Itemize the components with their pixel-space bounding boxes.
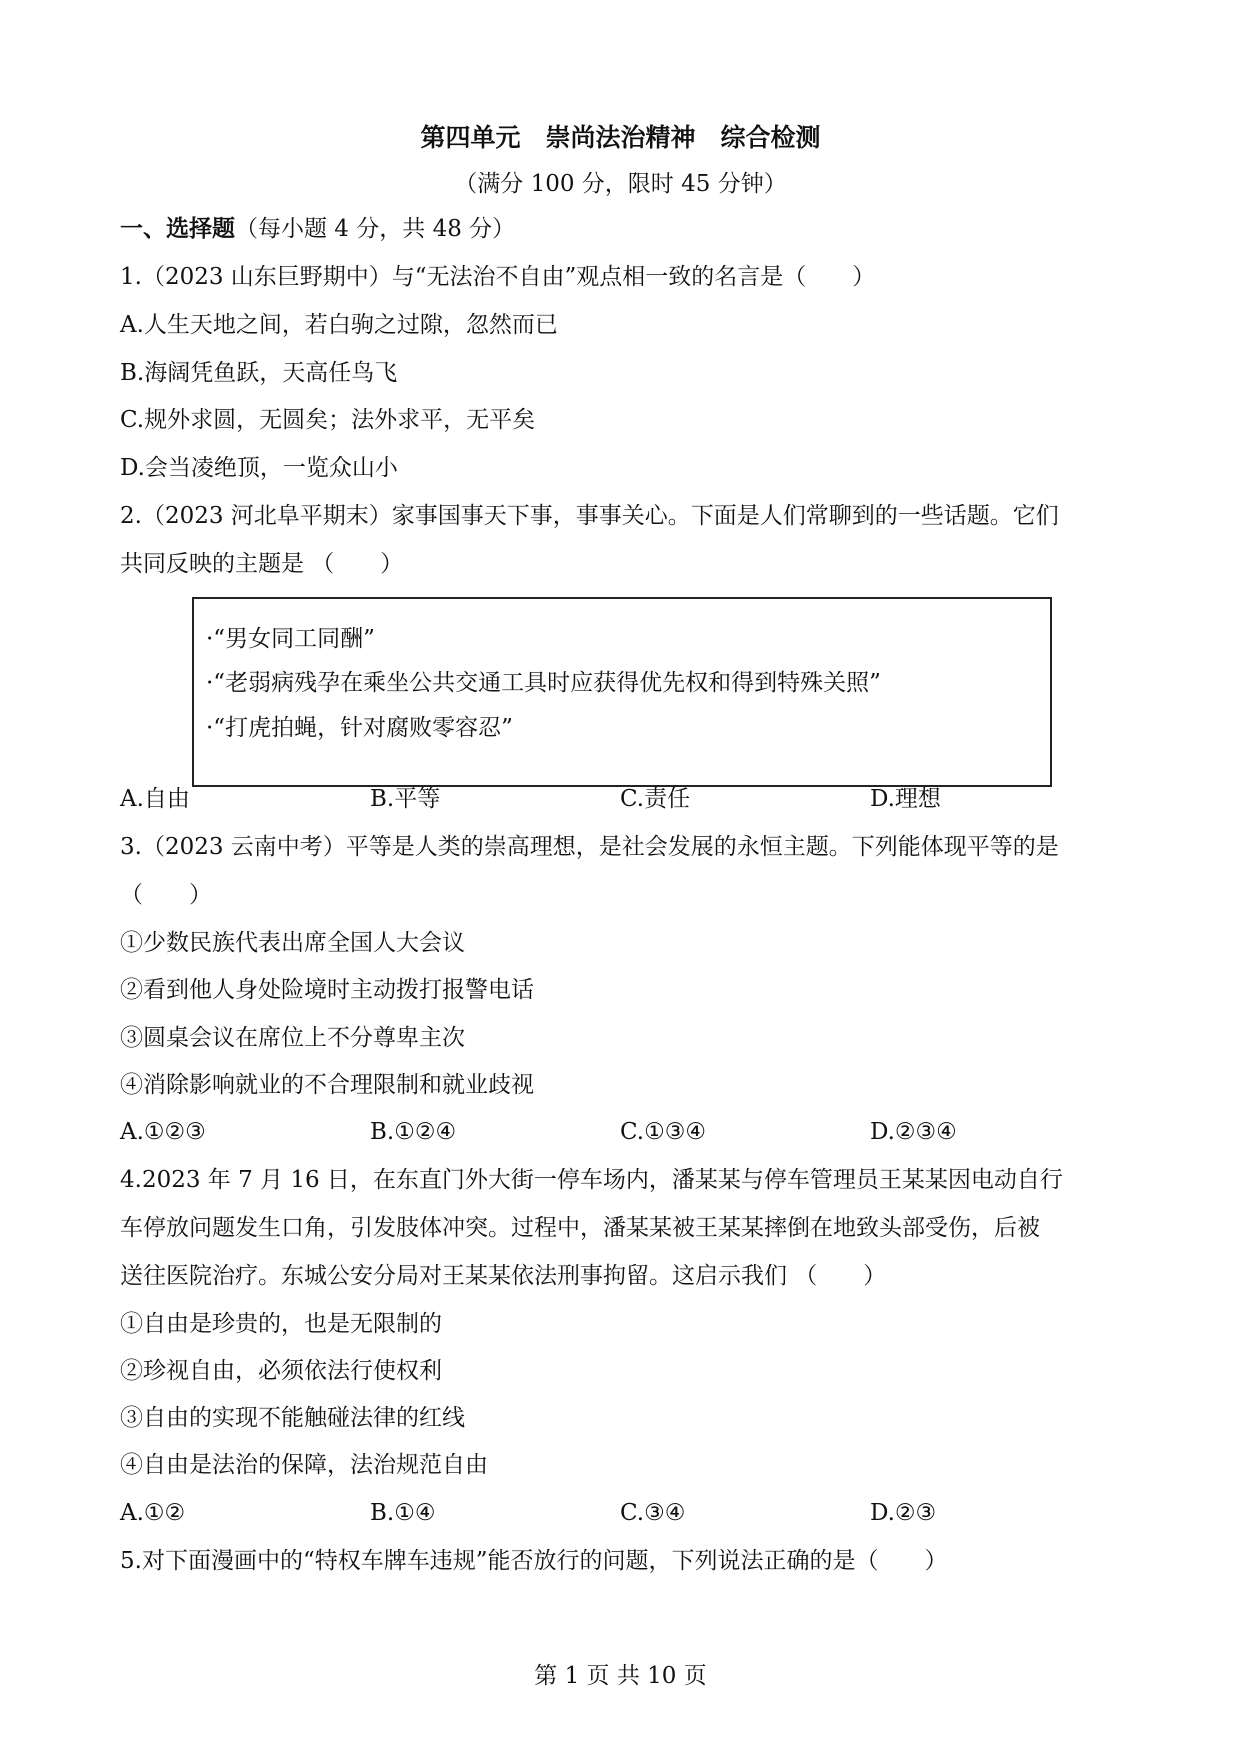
- q3-item-2: ②看到他人身处险境时主动拨打报警电话: [120, 977, 534, 1003]
- section-heading-label: 一、选择题: [120, 215, 235, 242]
- q4-item-1: ①自由是珍贵的，也是无限制的: [120, 1311, 442, 1337]
- q4-item-3: ③自由的实现不能触碰法律的红线: [120, 1405, 465, 1431]
- q3-stem-line1: 3.（2023 云南中考）平等是人类的崇高理想，是社会发展的永恒主题。下列能体现平等的是: [120, 834, 1059, 860]
- q3-stem-line2: （ ）: [120, 882, 212, 908]
- q2-quote-box: [192, 597, 1052, 787]
- q3-item-3: ③圆桌会议在席位上不分尊卑主次: [120, 1025, 465, 1051]
- q1-stem: 1.（2023 山东巨野期中）与“无法治不自由”观点相一致的名言是（ ）: [120, 264, 876, 290]
- q5-stem: 5.对下面漫画中的“特权车牌车违规”能否放行的问题，下列说法正确的是（ ）: [120, 1548, 948, 1574]
- q4-item-4: ④自由是法治的保障，法治规范自由: [120, 1452, 488, 1478]
- q2-option-b: B.平等: [370, 786, 441, 812]
- page-subtitle: （满分 100 分，限时 45 分钟）: [454, 171, 787, 197]
- q4-stem-line3: 送往医院治疗。东城公安分局对王某某依法刑事拘留。这启示我们 （ ）: [120, 1263, 887, 1289]
- q3-item-1: ①少数民族代表出席全国人大会议: [120, 930, 465, 956]
- q4-stem-line1: 4.2023 年 7 月 16 日，在东直门外大街一停车场内，潘某某与停车管理员王某某因电动自行: [120, 1167, 1063, 1193]
- section-heading-note: （每小题 4 分，共 48 分）: [235, 216, 516, 242]
- q4-option-b: B.①④: [370, 1500, 436, 1526]
- q2-option-c: C.责任: [620, 786, 691, 812]
- q3-option-b: B.①②④: [370, 1119, 457, 1145]
- q3-option-d: D.②③④: [870, 1119, 957, 1145]
- q1-option-b: B.海阔凭鱼跃，天高任鸟飞: [120, 360, 398, 386]
- q2-option-d: D.理想: [870, 786, 941, 812]
- page-number: 第 1 页 共 10 页: [534, 1663, 707, 1689]
- q1-option-c: C.规外求圆，无圆矣；法外求平，无平矣: [120, 407, 536, 433]
- q1-option-a: A.人生天地之间，若白驹之过隙，忽然而已: [120, 312, 558, 338]
- q2-quote-3: ·“打虎拍蝇，针对腐败零容忍”: [206, 715, 513, 741]
- q4-stem-line2: 车停放问题发生口角，引发肢体冲突。过程中，潘某某被王某某摔倒在地致头部受伤，后被: [120, 1215, 1040, 1241]
- q4-option-d: D.②③: [870, 1500, 937, 1526]
- q4-item-2: ②珍视自由，必须依法行使权利: [120, 1358, 442, 1384]
- q2-stem-line1: 2.（2023 河北阜平期末）家事国事天下事，事事关心。下面是人们常聊到的一些话题。它们: [120, 503, 1059, 529]
- q4-option-a: A.①②: [120, 1500, 186, 1526]
- q2-quote-2: ·“老弱病残孕在乘坐公共交通工具时应获得优先权和得到特殊关照”: [206, 670, 881, 696]
- q2-stem-line2: 共同反映的主题是 （ ）: [120, 551, 404, 577]
- q2-quote-1: ·“男女同工同酬”: [206, 626, 375, 652]
- q3-item-4: ④消除影响就业的不合理限制和就业歧视: [120, 1072, 534, 1098]
- page-title: 第四单元 崇尚法治精神 综合检测: [420, 123, 821, 152]
- q3-option-a: A.①②③: [120, 1119, 206, 1145]
- q1-option-d: D.会当凌绝顶，一览众山小: [120, 455, 398, 481]
- section-heading: [120, 213, 515, 245]
- q2-option-a: A.自由: [120, 786, 190, 812]
- q3-option-c: C.①③④: [620, 1119, 706, 1145]
- q4-option-c: C.③④: [620, 1500, 686, 1526]
